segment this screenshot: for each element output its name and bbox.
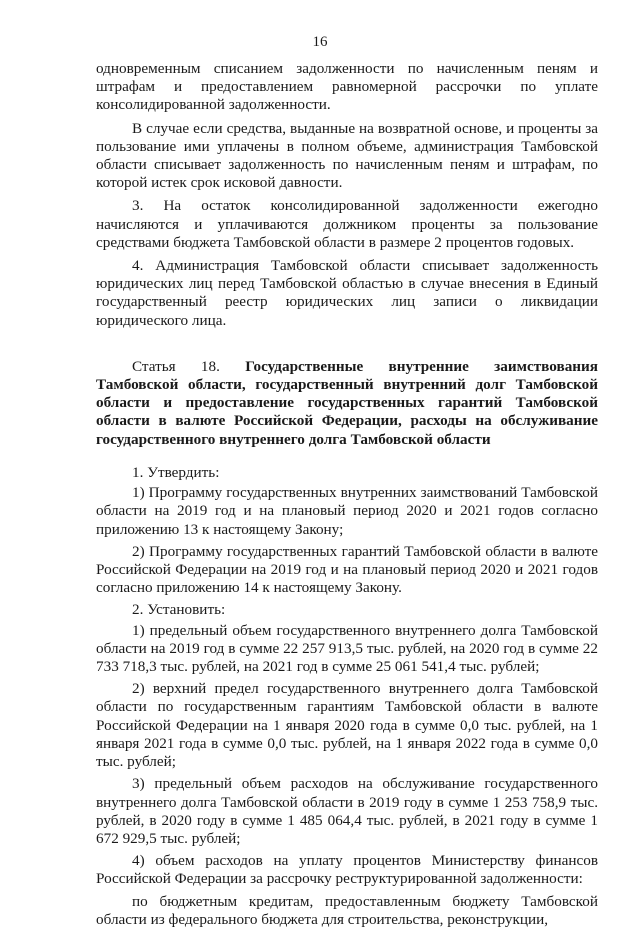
paragraph-continuation: одновременным списанием задолженности по начисленным пеням и штрафам и предоставлением равномерной рассрочки по уплате консолидированной задолженности. [96, 60, 598, 114]
establish-item-4-sub: по бюджетным кредитам, предоставленным бюджету Тамбовской области из федерального бюджета для строительства, реконструкции, [96, 892, 598, 928]
page-number: 16 [312, 34, 328, 50]
paragraph-item-3-interest: 3. На остаток консолидированной задолженности ежегодно начисляются и уплачиваются должником проценты за пользование средствами бюджета Тамбовской области в размере 2 процентов годовых. [96, 197, 598, 251]
document-body [96, 60, 598, 933]
approve-item-2: 2) Программу государственных гарантий Тамбовской области в валюте Российской Федерации на 2019 год и на плановый период 2020 и 2021 годов согласно приложению 14 к настоящему Закону. [96, 542, 598, 597]
establish-heading: 2. Установить: [132, 601, 226, 619]
paragraph-write-off-penalties: В случае если средства, выданные на возвратной основе, и проценты за пользование ими уплачены в полном объеме, администрация Тамбовской области списывает задолженность по начисленным пеням и штрафам, по которой истек срок исковой давности. [96, 119, 598, 192]
article-18-label: Статья 18. [132, 357, 220, 375]
paragraph-item-4-legal-entities: 4. Администрация Тамбовской области списывает задолженность юридических лиц перед Тамбовской областью в случае внесения в Единый государственный реестр юридических лиц записи о ликвидации юридического лица. [96, 257, 598, 329]
approve-item-1: 1) Программу государственных внутренних заимствований Тамбовской области на 2019 год и на плановый период 2020 и 2021 годов согласно приложению 13 к настоящему Закону; [96, 484, 598, 538]
establish-item-4: 4) объем расходов на уплату процентов Министерству финансов Российской Федерации за рассрочку реструктурированной задолженности: [96, 852, 598, 888]
article-18-heading [96, 358, 598, 449]
article-18-title: Государственные внутренние заимствования Тамбовской области, государственный внутренний долг Тамбовской области и предоставление государственных гарантий Тамбовской области в валюте Российской Федерации, расходы на обслуживание государственного внутреннего долга Тамбовской области [96, 357, 599, 448]
establish-item-1: 1) предельный объем государственного внутреннего долга Тамбовской области на 2019 год в сумме 22 257 913,5 тыс. рублей, на 2020 год в сумме 22 733 718,3 тыс. рублей, на 2021 год в сумме 25 061 541,4 тыс. рублей; [96, 621, 598, 676]
approve-heading: 1. Утвердить: [132, 464, 220, 482]
establish-item-3: 3) предельный объем расходов на обслуживание государственного внутреннего долга Тамбовской области в 2019 году в сумме 1 253 758,9 тыс. рублей, в 2020 году в сумме 1 485 064,4 тыс. рублей, в 2021 году в сумме 1 672 929,5 тыс. рублей; [96, 775, 598, 847]
establish-item-2: 2) верхний предел государственного внутреннего долга Тамбовской области по государственным гарантиям Тамбовской области в валюте Российской Федерации на 1 января 2020 года в сумме 0,0 тыс. рублей, на 1 января 2021 года в сумме 0,0 тыс. рублей, на 1 января 2022 года в сумме 0,0 тыс. рублей; [96, 680, 598, 771]
